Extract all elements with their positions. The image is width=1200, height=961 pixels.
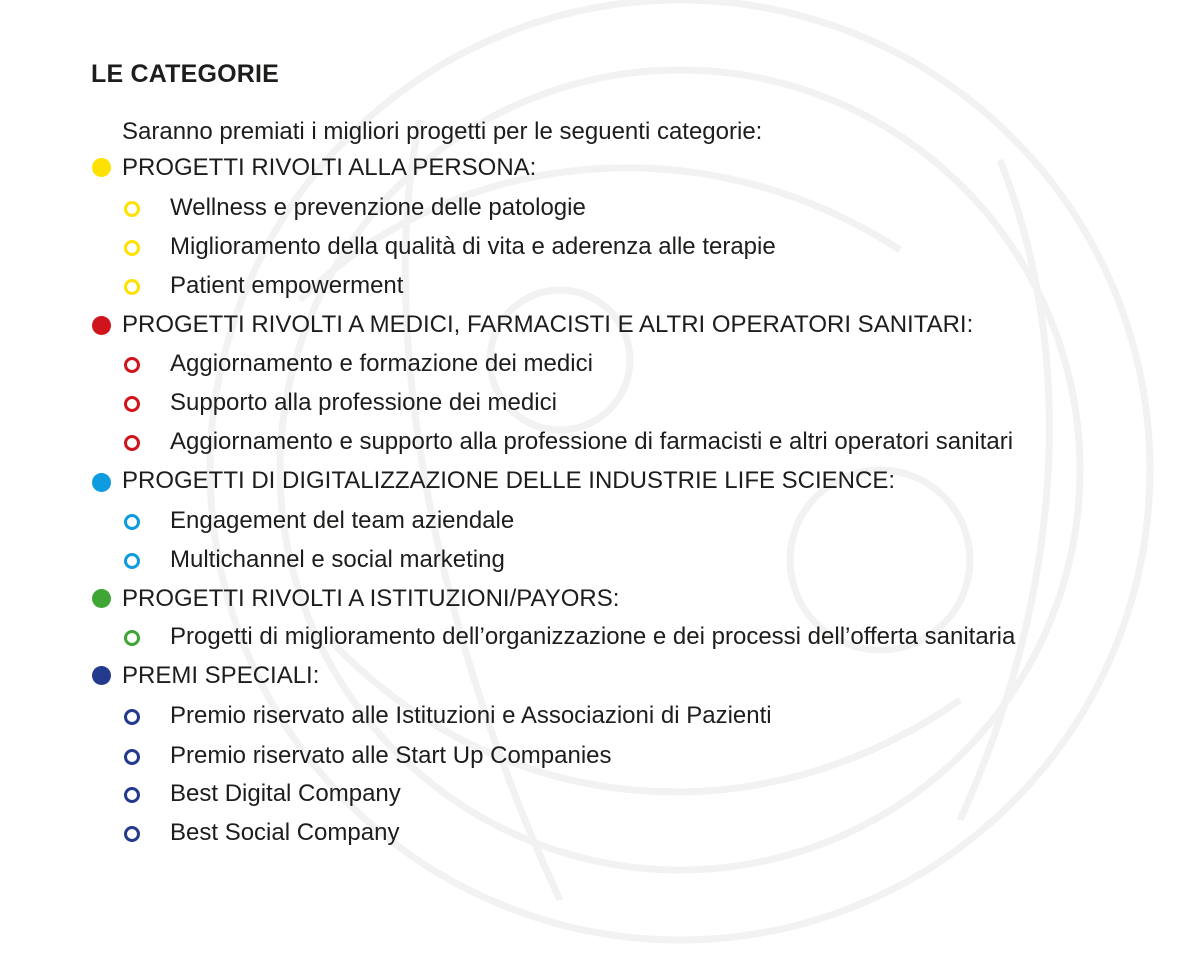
blue-ring-icon (124, 514, 140, 530)
page-title: LE CATEGORIE (91, 60, 280, 88)
category-item: Premio riservato alle Istituzioni e Associazioni di Pazienti (170, 702, 772, 729)
category-item: Best Social Company (170, 819, 400, 846)
category-label: PREMI SPECIALI: (122, 662, 320, 689)
category-label: PROGETTI DI DIGITALIZZAZIONE DELLE INDUSTRIE LIFE SCIENCE: (122, 467, 896, 494)
blue-bullet-icon (92, 473, 111, 492)
category-item: Wellness e prevenzione delle patologie (170, 194, 586, 221)
navy-bullet-icon (92, 666, 111, 685)
yellow-bullet-icon (92, 158, 111, 177)
category-item: Supporto alla professione dei medici (170, 389, 557, 416)
navy-ring-icon (124, 787, 140, 803)
category-item: Miglioramento della qualità di vita e aderenza alle terapie (170, 233, 776, 260)
red-ring-icon (124, 435, 140, 451)
category-item: Aggiornamento e supporto alla professione di farmacisti e altri operatori sanitari (170, 428, 1014, 455)
red-ring-icon (124, 357, 140, 373)
red-ring-icon (124, 396, 140, 412)
yellow-ring-icon (124, 201, 140, 217)
category-item: Premio riservato alle Start Up Companies (170, 742, 612, 769)
category-item: Best Digital Company (170, 780, 401, 807)
navy-ring-icon (124, 709, 140, 725)
green-ring-icon (124, 630, 140, 646)
green-bullet-icon (92, 589, 111, 608)
intro-text: Saranno premiati i migliori progetti per le seguenti categorie: (122, 118, 763, 145)
blue-ring-icon (124, 553, 140, 569)
category-label: PROGETTI RIVOLTI ALLA PERSONA: (122, 154, 537, 181)
category-label: PROGETTI RIVOLTI A MEDICI, FARMACISTI E ALTRI OPERATORI SANITARI: (122, 311, 974, 338)
category-item: Engagement del team aziendale (170, 507, 515, 534)
category-item: Patient empowerment (170, 272, 404, 299)
category-item: Aggiornamento e formazione dei medici (170, 350, 593, 377)
navy-ring-icon (124, 749, 140, 765)
category-item: Progetti di miglioramento dell’organizzazione e dei processi dell’offerta sanitaria (170, 623, 1016, 650)
yellow-ring-icon (124, 279, 140, 295)
category-label: PROGETTI RIVOLTI A ISTITUZIONI/PAYORS: (122, 585, 620, 612)
yellow-ring-icon (124, 240, 140, 256)
red-bullet-icon (92, 316, 111, 335)
category-item: Multichannel e social marketing (170, 546, 505, 573)
navy-ring-icon (124, 826, 140, 842)
